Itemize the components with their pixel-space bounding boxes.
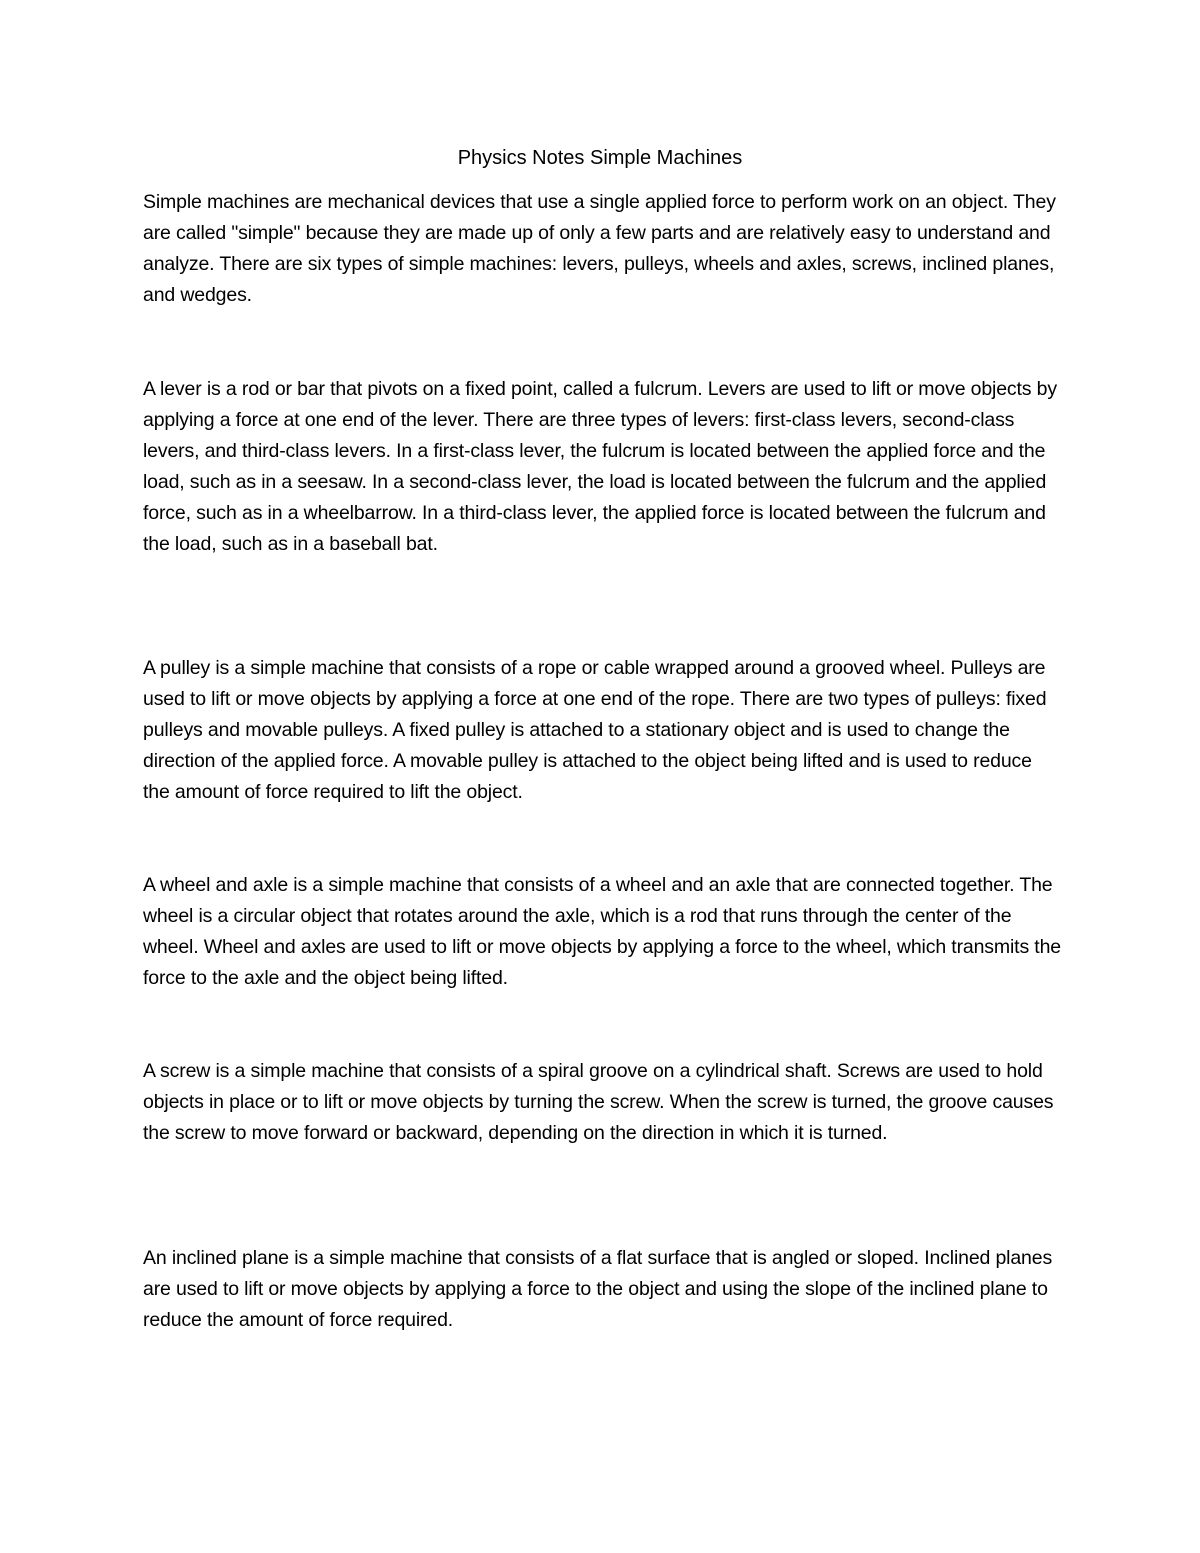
paragraph-pulley: A pulley is a simple machine that consists of a rope or cable wrapped around a grooved wheel. Pulleys are used to lift or move objects by applying a force at one end of the rope. There are two types of pulleys: fixed pulleys and movable pulleys. A fixed pulley is attached to a stationary object and is used to change the direction of the applied force. A movable pulley is attached to the object being lifted and is used to reduce the amount of force required to lift the object. [143,657,1047,803]
paragraph-lever: A lever is a rod or bar that pivots on a fixed point, called a fulcrum. Levers are used to lift or move objects by applying a force at one end of the lever. There are three types of levers: first-class levers, second-class levers, and third-class levers. In a first-class lever, the fulcrum is located between the applied force and the load, such as in a seesaw. In a second-class lever, the load is located between the fulcrum and the applied force, such as in a wheelbarrow. In a third-class lever, the applied force is located between the fulcrum and the load, such as in a baseball bat. [143,378,1057,555]
paragraph-intro: Simple machines are mechanical devices that use a single applied force to perform work on an object. They are called "simple" because they are made up of only a few parts and are relatively easy to understand and analyze. There are six types of simple machines: levers, pulleys, wheels and axles, screws, inclined planes, and wedges. [143,191,1056,306]
paragraph-inclined-plane: An inclined plane is a simple machine that consists of a flat surface that is angled or sloped. Inclined planes are used to lift or move objects by applying a force to the object and using the slope of the inclined plane to reduce the amount of force required. [143,1247,1053,1331]
paragraph-wheel-and-axle: A wheel and axle is a simple machine that consists of a wheel and an axle that are connected together. The wheel is a circular object that rotates around the axle, which is a rod that runs through the center of the wheel. Wheel and axles are used to lift or move objects by applying a force to the wheel, which transmits the force to the axle and the object being lifted. [143,874,1061,989]
page-title: Physics Notes Simple Machines [457,147,743,169]
paragraph-screw: A screw is a simple machine that consists of a spiral groove on a cylindrical shaft. Screws are used to hold objects in place or to lift or move objects by turning the screw. When the screw is turned, the groove causes the screw to move forward or backward, depending on the direction in which it is turned. [143,1060,1054,1144]
